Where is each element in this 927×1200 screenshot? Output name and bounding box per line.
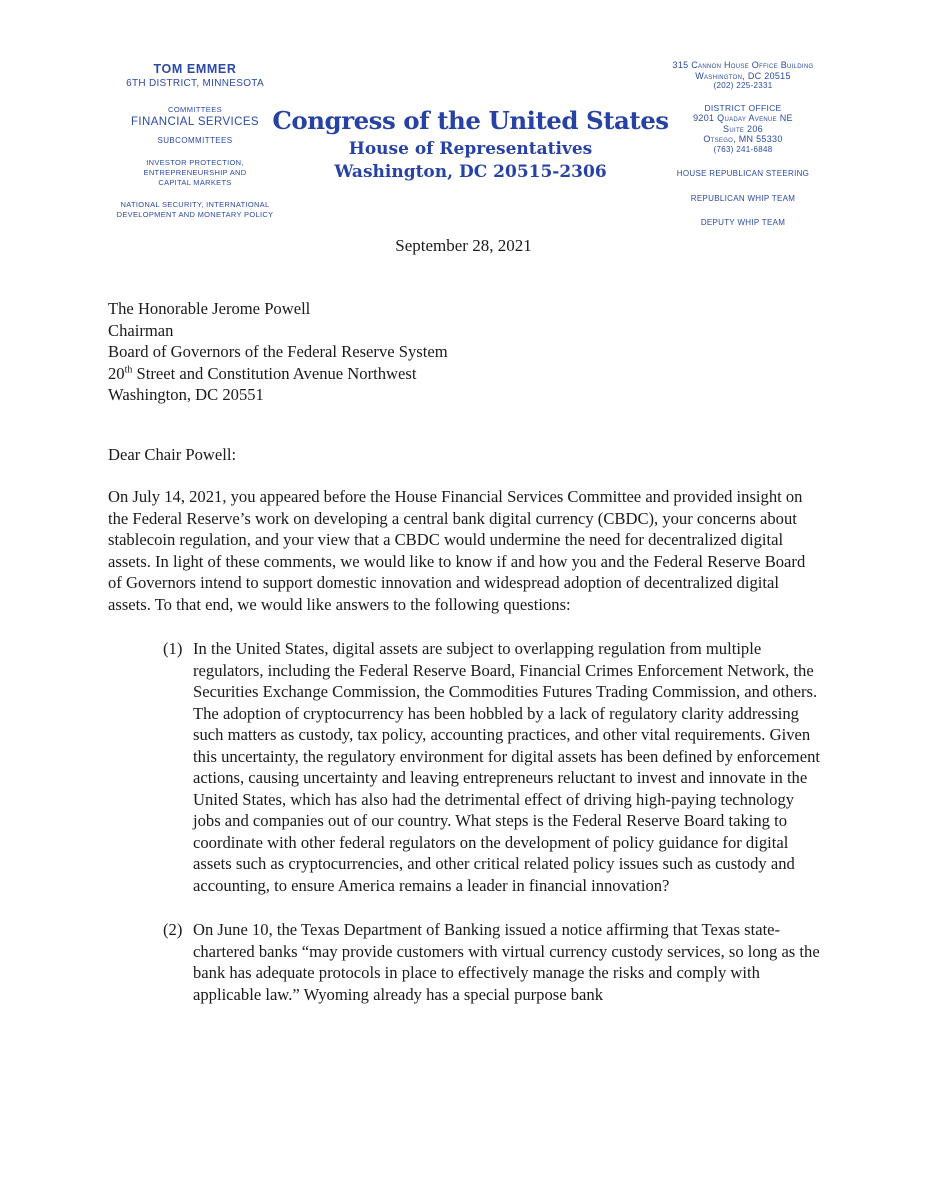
district-office-line: 9201 Quaday Avenue NE <box>693 113 793 123</box>
district-office-line: Suite 206 <box>723 123 763 134</box>
street-rest: Street and Constitution Avenue Northwest <box>132 363 417 383</box>
district-office-phone: (763) 241-6848 <box>713 144 773 154</box>
question-item-1 <box>163 638 820 896</box>
intro-paragraph: On July 14, 2021, you appeared before the House Financial Services Committee and provided insight on the Federal Reserve’s work on developing a central bank digital currency (CBDC), your concerns about stablecoin regulation, and your view that a CBDC would undermine the need for decentralized digital assets. In light of these comments, we would like to know if and how you and the Federal Reserve Board of Governors intend to support domestic innovation and widespread adoption of decentralized digital assets. To that end, we would like answers to the following questions: <box>108 487 806 614</box>
membership-line: DEPUTY WHIP TEAM <box>700 218 786 227</box>
subcommittee-list-2 <box>85 200 305 220</box>
recipient-organization: Board of Governors of the Federal Reserve System <box>108 342 448 361</box>
salutation: Dear Chair Powell: <box>108 444 237 464</box>
congress-title: Congress of the United States <box>272 106 669 135</box>
member-name: TOM EMMER <box>153 62 237 76</box>
district-office-line: Otsego, MN 55330 <box>703 134 783 144</box>
house-subtitle: House of Representatives <box>348 139 593 159</box>
subcommittee-line: CAPITAL MARKETS <box>158 178 232 187</box>
membership-line: REPUBLICAN WHIP TEAM <box>690 193 796 203</box>
question-text: On June 10, the Texas Department of Banking issued a notice affirming that Texas state-chartered banks “may provide customers with virtual currency custody services, so long as the bank has adequate protocols in place to effectively manage the risks and comply with applicable law.” Wyoming already has a special purpose bank <box>193 920 820 1004</box>
letter-body <box>108 298 820 1005</box>
question-number: (1) <box>163 639 183 658</box>
letterhead-congress-title <box>243 106 698 182</box>
subcommittee-line: INVESTOR PROTECTION, <box>146 158 244 167</box>
question-number: (2) <box>163 920 183 939</box>
question-text: In the United States, digital assets are subject to overlapping regulation from multiple regulators, including the Federal Reserve Board, Financial Crimes Enforcement Network, the Securities Exchange Commission, the Commodities Futures Trading Commission, and others. The adoption of cryptocurrency has been hobbled by a lack of regulatory clarity addressing such matters as custody, tax policy, accounting practices, and other vital requirements. Given this uncertainty, the regulatory environment for digital assets has been defined by enforcement actions, causing uncertainty and leaving entrepreneurs reluctant to invest and innovate in the United States, which has also had the detrimental effect of driving high-paying technology jobs and companies out of our country. What steps is the Federal Reserve Board taking to coordinate with other federal regulators on the development of policy guidance for digital assets such as cryptocurrencies, and other critical related policy issues such as custody and accounting, to ensure America remains a leader in financial innovation? <box>193 639 820 895</box>
subcommittee-line: DEVELOPMENT AND MONETARY POLICY <box>116 210 274 219</box>
recipient-street <box>108 363 820 385</box>
letterhead-office-block <box>633 60 853 229</box>
subcommittees-label: SUBCOMMITTEES <box>157 136 233 145</box>
committees-label: COMMITTEES <box>168 105 222 114</box>
question-item-2 <box>163 919 820 1005</box>
district-office-label: DISTRICT OFFICE <box>704 102 782 113</box>
committee-name: FINANCIAL SERVICES <box>131 116 259 128</box>
recipient-name: The Honorable Jerome Powell <box>108 299 311 318</box>
street-ordinal: th <box>124 363 133 375</box>
subcommittee-line: NATIONAL SECURITY, INTERNATIONAL <box>120 200 270 209</box>
recipient-title: Chairman <box>108 320 174 340</box>
recipient-city: Washington, DC 20551 <box>108 385 264 404</box>
dc-office-phone: (202) 225-2331 <box>713 81 773 90</box>
dc-office-line: 315 Cannon House Office Building <box>672 60 814 70</box>
dc-office-line: Washington, DC 20515 <box>695 70 791 81</box>
member-district: 6TH DISTRICT, MINNESOTA <box>126 78 264 89</box>
recipient-address <box>108 298 820 406</box>
subcommittee-line: ENTREPRENEURSHIP AND <box>143 168 247 177</box>
membership-line: HOUSE REPUBLICAN STEERING <box>676 169 810 178</box>
letter-date: September 28, 2021 <box>395 236 532 255</box>
washington-dc-line: Washington, DC 20515-2306 <box>334 162 607 182</box>
street-number: 20 <box>108 363 125 383</box>
